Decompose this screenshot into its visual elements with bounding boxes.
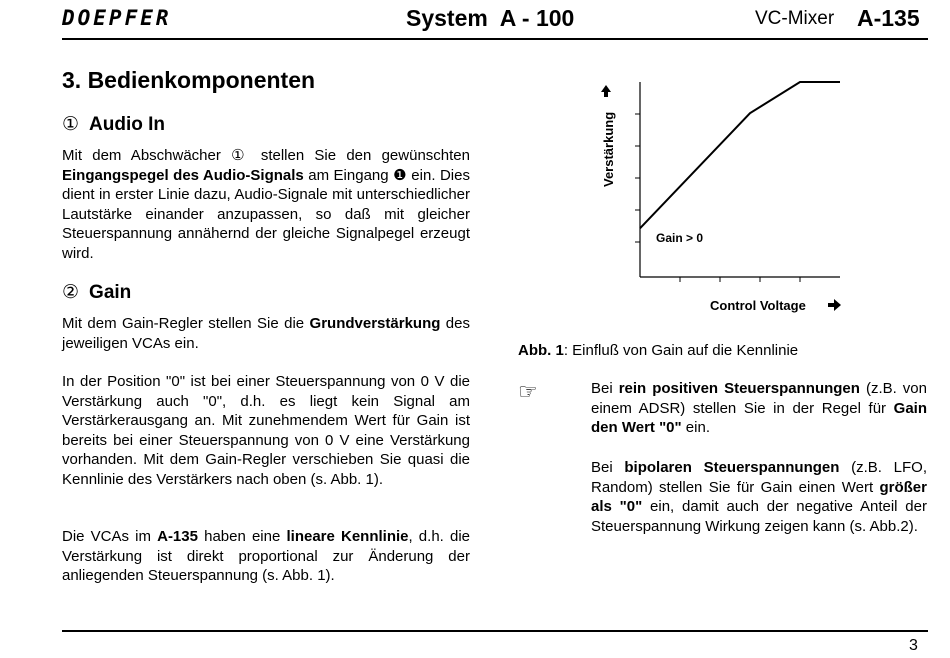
paragraph-gain-intro <box>62 314 470 353</box>
section-title: 3. Bedienkomponenten <box>62 67 316 93</box>
pointing-hand-icon: ☞ <box>518 379 538 404</box>
paragraph-linear <box>62 527 470 586</box>
text-bold: bipolaren Steuerspannungen <box>624 459 840 476</box>
subsection-audio-in <box>62 113 165 136</box>
text-run: Mit dem Abschwächer ① stellen Sie den gewünschten <box>62 147 470 164</box>
text-bold: Grundverstärkung <box>309 315 441 332</box>
subsection-number: ① <box>62 114 80 135</box>
text-run: , d.h. die Verstärkung ist direkt proportional zur Änderung der anliegenden Steuerspannung (s. Abb. 1). <box>62 528 470 584</box>
text-run: am Eingang ❶ ein. Dies dient in erster Linie dazu, Audio-Signale mit unterschiedlicher Lautstärke einander anzupassen, so daß mit gleicher Steuerspannung annähernd der gleiche Signalpegel erzeugt wird. <box>62 166 470 262</box>
text-run: Bei <box>591 380 619 397</box>
text-bold: größer als "0" <box>591 478 927 515</box>
note-bipolar <box>591 458 927 536</box>
chart-annotation: Gain > 0 <box>656 231 704 245</box>
figure-caption <box>518 342 798 359</box>
text-run: des jeweiligen VCAs ein. <box>62 315 470 352</box>
note-positive <box>591 379 927 438</box>
text-run: ein, damit auch der negative Anteil der Steuerspannung Wirkung zeigen kann (s. Abb.2). <box>591 498 927 535</box>
text-run: Mit dem Gain-Regler stellen Sie die <box>62 315 310 332</box>
chart-ylabel: Verstärkung <box>601 111 616 187</box>
up-arrow-icon <box>601 85 611 97</box>
text-run: ein. <box>681 419 710 436</box>
gain-chart <box>590 72 850 322</box>
caption-text: : Einfluß von Gain auf die Kennlinie <box>563 342 799 359</box>
footer-rule <box>62 630 928 632</box>
text-run: haben eine <box>197 528 287 545</box>
chart-xlabel: Control Voltage <box>710 298 806 313</box>
y-axis <box>635 82 640 277</box>
text-run: (z.B. LFO, Random) stellen Sie für Gain einen Wert <box>591 459 927 496</box>
text-bold: Gain den Wert "0" <box>591 399 927 436</box>
module-name: VC-Mixer <box>755 8 835 29</box>
system-title: System A - 100 <box>406 5 575 31</box>
paragraph-gain-position: In der Position "0" ist bei einer Steuerspannung von 0 V die Verstärkung auch "0", d.h. es liegt kein Signal am Verstärkerausgang an. Mit zunehmendem Wert für Gain ist bereits bei einer Steuerspannung von 0 V eine Verstärkung vorhanden. Mit dem Gain-Regler verschieben Sie quasi die Kennlinie des Verstärkers nach oben (s. Abb. 1). <box>62 373 470 488</box>
page-number: 3 <box>909 637 918 654</box>
subsection-gain <box>62 281 131 304</box>
text-bold: rein positiven Steuerspannungen <box>618 380 860 397</box>
chart-series-line <box>640 82 840 228</box>
text-bold: A-135 <box>157 528 198 545</box>
right-arrow-icon <box>828 299 841 311</box>
header-rule <box>62 38 928 40</box>
subsection-title: Gain <box>89 282 132 303</box>
text-run: (z.B. von einem ADSR) stellen Sie in der Regel für <box>591 380 927 417</box>
caption-label: Abb. 1 <box>518 342 564 359</box>
paragraph-audio-in <box>62 146 470 263</box>
module-id: A-135 <box>857 5 920 31</box>
x-axis <box>640 277 840 282</box>
text-run: Bei <box>591 459 625 476</box>
text-bold: Eingangspegel des Audio-Signals <box>62 166 304 184</box>
subsection-number: ② <box>62 282 80 303</box>
brand-logo: DOEPFER <box>62 6 172 30</box>
text-bold: lineare Kennlinie <box>286 528 409 545</box>
text-run: Die VCAs im <box>62 528 158 545</box>
subsection-title: Audio In <box>89 114 166 135</box>
